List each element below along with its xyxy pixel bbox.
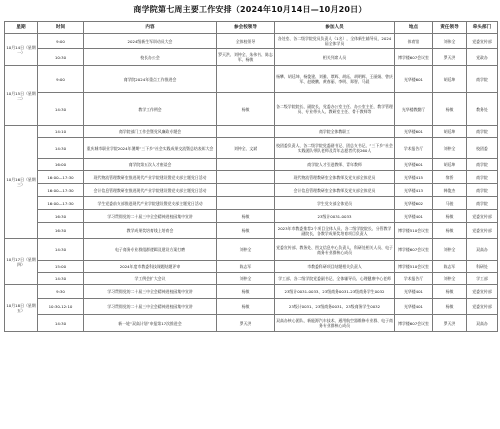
- table-row: [5, 93, 498, 126]
- responsible-cell: 韩俊杰: [433, 184, 467, 197]
- place-cell: 博学楼607会议室: [395, 315, 433, 332]
- day-cell: 10月17日（星期四）: [5, 239, 38, 285]
- department-cell: 商学院: [467, 171, 498, 184]
- leader-cell: 杨敏: [217, 223, 275, 239]
- table-row: [5, 126, 498, 138]
- department-cell: 党委宣传部: [467, 34, 498, 49]
- time-cell: 16:30: [38, 223, 84, 239]
- participants-cell: 现代物流管理教研室全体教师及党支部全体党员: [275, 171, 395, 184]
- table-row: [5, 285, 498, 299]
- place-cell: 博学楼510会议室: [395, 223, 433, 239]
- department-cell: 科研处: [467, 261, 498, 273]
- responsible-cell: 胡廷坤: [433, 159, 467, 171]
- day-cell: 10月18日（星期五）: [5, 285, 38, 332]
- content-cell: 学工例会扩大会议: [84, 273, 217, 285]
- col-header-responsible: 责任领导: [433, 22, 467, 34]
- table-row: [5, 138, 498, 159]
- table-row: [5, 197, 498, 210]
- place-cell: 学术报告厅: [395, 273, 433, 285]
- time-cell: 14:30: [38, 273, 84, 285]
- participants-cell: 双高办核心团队、新能源汽车技术、通用航空器维修专业群、电子商务专业群核心成员: [275, 315, 395, 332]
- time-cell: 14:30: [38, 315, 84, 332]
- table-row: [5, 171, 498, 184]
- place-cell: 光华楼602: [395, 197, 433, 210]
- content-cell: 校长办公会: [84, 49, 217, 66]
- department-cell: 双高办: [467, 315, 498, 332]
- department-cell: 商学院: [467, 184, 498, 197]
- place-cell: 光华楼601: [395, 66, 433, 93]
- content-cell: 现代物流管理教研室推进现代产业学院建设暨党支部主题党日活动: [84, 171, 217, 184]
- department-cell: 教务处: [467, 93, 498, 126]
- content-cell: 电子商务专业群组群逻辑及建设方案打磨: [84, 239, 217, 261]
- responsible-cell: 杨敏: [433, 285, 467, 299]
- time-cell: 10:30: [38, 49, 84, 66]
- day-cell: 10月14日（星期一）: [5, 34, 38, 66]
- content-cell: 2024年度市教委科技课题结题评审: [84, 261, 217, 273]
- time-cell: 10:30-12:10: [38, 299, 84, 315]
- day-cell: 10月16日（星期三）: [5, 126, 38, 239]
- participants-cell: 党委宣传部、教务处、图文信息中心负责人，科研处相关人员、电子商务专业群核心成员: [275, 239, 395, 261]
- department-cell: 党委宣传部: [467, 210, 498, 223]
- leader-cell: [217, 171, 275, 184]
- department-cell: 校团委: [467, 138, 498, 159]
- content-cell: 商学院第五次人才座谈会: [84, 159, 217, 171]
- leader-cell: [217, 197, 275, 210]
- responsible-cell: 杨敏: [433, 93, 467, 126]
- header-row: [5, 22, 498, 34]
- time-cell: 16:00—17:30: [38, 197, 84, 210]
- responsible-cell: 杨敏: [433, 210, 467, 223]
- time-cell: 9:00: [38, 34, 84, 49]
- col-header-participants: 参加人员: [275, 22, 395, 34]
- participants-cell: 各二级学院院长、副院长，党委办公室主任、办公室主任，教学管理员、专业带头人、教研室主任、骨干教师等: [275, 93, 395, 126]
- participants-cell: 学生党支部全体党员: [275, 197, 395, 210]
- content-cell: 学习贯彻党的二十届三中全会精神进校园集中宣讲: [84, 299, 217, 315]
- place-cell: 博学楼510会议室: [395, 261, 433, 273]
- table-row: [5, 239, 498, 261]
- content-cell: 2024级新生军训动员大会: [84, 34, 217, 49]
- responsible-cell: 罗天洪: [433, 315, 467, 332]
- table-row: [5, 223, 498, 239]
- leader-cell: [217, 126, 275, 138]
- department-cell: 党委宣传部: [467, 223, 498, 239]
- department-cell: 商学院: [467, 197, 498, 210]
- department-cell: 学工部: [467, 273, 498, 285]
- content-cell: 教学成果奖培育线上培育会: [84, 223, 217, 239]
- responsible-cell: 胡廷坤: [433, 126, 467, 138]
- schedule-body: [5, 34, 498, 332]
- participants-cell: 商学院全体教职工: [275, 126, 395, 138]
- col-header-leader: 参会校领导: [217, 22, 275, 34]
- place-cell: 光华楼401: [395, 285, 433, 299]
- place-cell: 光华楼601: [395, 159, 433, 171]
- responsible-cell: 刘伟全: [433, 34, 467, 49]
- leader-cell: 刘仲全: [217, 239, 275, 261]
- table-row: [5, 261, 498, 273]
- place-cell: 光华楼415: [395, 171, 433, 184]
- place-cell: 光华楼413: [395, 184, 433, 197]
- responsible-cell: 马骏: [433, 197, 467, 210]
- department-cell: 双高办: [467, 239, 498, 261]
- table-row: [5, 159, 498, 171]
- participants-cell: 各处室、各二级学院党员负责人（1名），全体新生辅导员，2024届全体学员: [275, 34, 395, 49]
- table-row: [5, 184, 498, 197]
- participants-cell: 23级计0031、23级商务0031、23级商务学生0032: [275, 299, 395, 315]
- table-row: [5, 299, 498, 315]
- place-cell: 光华楼401: [395, 210, 433, 223]
- col-header-day: 星期: [5, 22, 38, 34]
- time-cell: 9:30: [38, 285, 84, 299]
- time-cell: 16:00: [38, 159, 84, 171]
- content-cell: 重庆城市职业学院2024年暑期“三下乡”社会实践成果交流暨总结表彰大会: [84, 138, 217, 159]
- leader-cell: 罗天洪、刘仲全、朱伟书、陈志军、杨敏: [217, 49, 275, 66]
- place-cell: 光华楼教勤厅: [395, 93, 433, 126]
- time-cell: 16:00—17:30: [38, 171, 84, 184]
- participants-cell: 相关列席人员: [275, 49, 395, 66]
- leader-cell: 刘仲全、文斌: [217, 138, 275, 159]
- participants-cell: 23级计0031-0033: [275, 210, 395, 223]
- content-cell: 会计信息管理教研室推进现代产业学院建设暨党支部主题党日活动: [84, 184, 217, 197]
- content-cell: 教学工作例会: [84, 93, 217, 126]
- time-cell: 14:30: [38, 93, 84, 126]
- content-cell: 商学院2024年重点工作推进会: [84, 66, 217, 93]
- leader-cell: [217, 66, 275, 93]
- leader-cell: 罗天洪: [217, 315, 275, 332]
- time-cell: 15:00: [38, 261, 84, 273]
- leader-cell: 刘仲全: [217, 273, 275, 285]
- leader-cell: 杨敏: [217, 210, 275, 223]
- participants-cell: 学工部、各二级学院党委副书记、全体辅导员、心理健康中心老师: [275, 273, 395, 285]
- participants-cell: 会计信息管理教研室全体教师及党支部全体党员: [275, 184, 395, 197]
- leader-cell: 全体校领导: [217, 34, 275, 49]
- responsible-cell: 刘仲全: [433, 239, 467, 261]
- responsible-cell: 杨敏: [433, 299, 467, 315]
- place-cell: 光华楼401: [395, 299, 433, 315]
- content-cell: 商学院部门工作会暨党风廉政专题会: [84, 126, 217, 138]
- time-cell: 14:30: [38, 239, 84, 261]
- participants-cell: 杨攀、胡廷坤、杨俊建、刘雅、覃辉、胡珏、胡明辉、王丽娟、曾庆军、赵晓鹏、黄春丽、李明、郑智、马晨: [275, 66, 395, 93]
- responsible-cell: 杨敏: [433, 223, 467, 239]
- day-cell: 10月15日（星期二）: [5, 66, 38, 126]
- place-cell: 体育馆: [395, 34, 433, 49]
- content-cell: 学习贯彻党的二十届三中全会精神进校园集中宣讲: [84, 210, 217, 223]
- leader-cell: [217, 159, 275, 171]
- table-row: [5, 210, 498, 223]
- department-cell: 商学院: [467, 66, 498, 93]
- responsible-cell: 刘仲全: [433, 273, 467, 285]
- col-header-place: 地点: [395, 22, 433, 34]
- time-cell: 9:00: [38, 66, 84, 93]
- participants-cell: 校团委负责人、各二级学院党委副书记、团总支书记、“三下乡”社会实践团队带队老师及青年志愿者代表260人: [275, 138, 395, 159]
- time-cell: 16:30: [38, 210, 84, 223]
- place-cell: 学术报告厅: [395, 138, 433, 159]
- responsible-cell: 罗天洪: [433, 49, 467, 66]
- leader-cell: [217, 184, 275, 197]
- table-row: [5, 49, 498, 66]
- department-cell: 党政办: [467, 49, 498, 66]
- leader-cell: 杨敏: [217, 299, 275, 315]
- leader-cell: 杨敏: [217, 93, 275, 126]
- leader-cell: 陈志军: [217, 261, 275, 273]
- responsible-cell: 胡廷坤: [433, 66, 467, 93]
- responsible-cell: 黎侨: [433, 171, 467, 184]
- place-cell: 博学楼607会议室: [395, 239, 433, 261]
- schedule-table: [4, 21, 498, 332]
- participants-cell: 2023年市教委推荐2个项目全体人员、各二级学院院长、分管教学副院长，各教学成果奖培育项目负责人: [275, 223, 395, 239]
- content-cell: 学习贯彻党的二十届三中全会精神进校园集中宣讲: [84, 285, 217, 299]
- table-row: [5, 34, 498, 49]
- time-cell: 14:10: [38, 126, 84, 138]
- document-title: 商学院第七周主要工作安排（2024年10月14日—10月20日）: [133, 5, 367, 14]
- department-cell: 党委宣传部: [467, 285, 498, 299]
- col-header-department: 牵头部门: [467, 22, 498, 34]
- leader-cell: 杨敏: [217, 285, 275, 299]
- department-cell: 党委宣传部: [467, 299, 498, 315]
- responsible-cell: 陈志军: [433, 261, 467, 273]
- participants-cell: 商学院人才引进教师、青年教师: [275, 159, 395, 171]
- table-row: [5, 273, 498, 285]
- place-cell: 博学楼607会议室: [395, 49, 433, 66]
- department-cell: 商学院: [467, 159, 498, 171]
- place-cell: 光华楼601: [395, 126, 433, 138]
- department-cell: 商学院: [467, 126, 498, 138]
- table-row: [5, 315, 498, 332]
- col-header-content: 内容: [84, 22, 217, 34]
- participants-cell: 23级计0031-0033、23级商务0031-23级商务学生0032: [275, 285, 395, 299]
- table-row: [5, 66, 498, 93]
- time-cell: 16:00—17:30: [38, 184, 84, 197]
- time-cell: 14:30: [38, 138, 84, 159]
- participants-cell: 市教委科研项目结题相关负责人: [275, 261, 395, 273]
- responsible-cell: 刘仲全: [433, 138, 467, 159]
- col-header-time: 时间: [38, 22, 84, 34]
- content-cell: 学生党委前支部推进现代产业学院建设暨党支部主题党日活动: [84, 197, 217, 210]
- content-cell: 新一轮“双高计划”申报第17次推进会: [84, 315, 217, 332]
